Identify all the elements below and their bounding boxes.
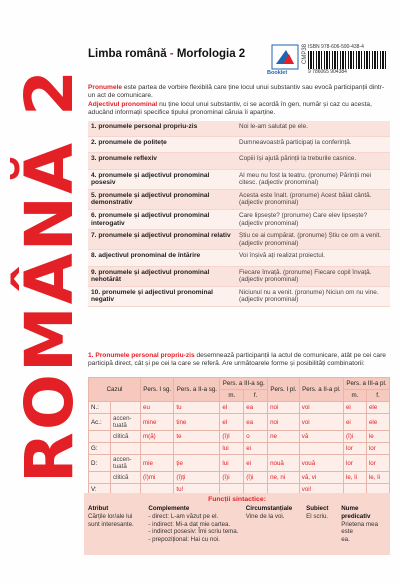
table-cell: voi! (299, 484, 343, 496)
case-subtype: accen-tuată (111, 414, 141, 431)
table-cell: tu! (174, 484, 220, 496)
type-label: 6. pronumele și adjectivul pronominal interogativ (91, 211, 210, 227)
type-example: Acesta este înalt. (pronume) Acest băiat cântă. (adjectiv pronominal) (239, 191, 372, 207)
type-row (88, 230, 390, 250)
table-cell: (î)l (220, 431, 244, 443)
column-header: Pers. I sg. (141, 378, 174, 402)
table-row (89, 402, 390, 414)
column-header: Pers. I pl. (268, 378, 300, 402)
pronoun-types-table (88, 121, 390, 307)
case-label (89, 472, 111, 484)
table-cell: lor (366, 443, 389, 455)
table-cell: voi (299, 402, 343, 414)
type-label: 1. pronumele personal propriu-zis (91, 123, 198, 130)
type-label: 9. pronumele și adjectivul pronominal nehotărât (91, 268, 210, 284)
declension-table (88, 377, 390, 496)
table-cell: lor (343, 443, 366, 455)
table-cell (268, 443, 300, 455)
table-header-row (89, 378, 390, 390)
function-example: - indirect: Mi-a dat mie cartea. (148, 520, 231, 528)
title-right: Morfologia 2 (176, 48, 246, 60)
gender-header: m. (220, 390, 244, 402)
type-label: 7. pronumele și adjectivul pronominal relativ (91, 232, 231, 240)
isbn-text: ISBN 978-606-590-438-4 (308, 44, 364, 50)
table-cell: noi (268, 414, 300, 431)
type-example: Copiii își ajută părinții la treburile casnice. (239, 155, 357, 163)
case-label: D: (89, 455, 111, 472)
gender-header: m. (343, 390, 366, 402)
type-example: Știu ce ai cumpărat. (pronume) Știu ce om a venit. (adjectiv pronominal) (239, 232, 382, 247)
function-example: - prepozițional: Hai cu noi. (148, 536, 220, 544)
table-cell: (î)i (343, 431, 366, 443)
function-example: El scriu. (306, 512, 329, 520)
case-subtype: clitică (111, 472, 141, 484)
function-example: Cărțile lor/ale lui (88, 512, 133, 520)
functions-columns (84, 503, 390, 546)
function-title: Circumstanțiale (245, 505, 293, 512)
functions-heading: Funcții sintactice: (208, 496, 266, 503)
type-example: Care lipsește? (pronume) Care elev lipsește? (adjectiv pronominal) (239, 211, 368, 227)
table-row (89, 414, 390, 431)
type-example: Dumneavoastră participați la conferință. (239, 139, 352, 147)
table-cell: mine (141, 414, 174, 431)
type-label: 10. pronumele și adjectivul pronominal negativ (91, 288, 214, 304)
table-cell (141, 443, 174, 455)
function-title: Nume predicativ (341, 505, 371, 520)
gender-header: f. (244, 390, 268, 402)
intro-def-pronoun: este partea de vorbire flexibilă care ține locul unui substantiv sau evocă participanții dintr-un act de comunicare. (88, 84, 385, 100)
column-header: Pers. a II-a pl. (299, 378, 343, 402)
function-example: ea. (341, 536, 350, 544)
type-row (88, 210, 390, 230)
syntactic-functions (84, 493, 390, 555)
function-column (341, 505, 386, 544)
table-cell: voi (299, 414, 343, 431)
function-title: Complemente (148, 505, 190, 512)
table-cell: ei (343, 414, 366, 431)
table-cell: ei (343, 402, 366, 414)
table-cell: ele (366, 414, 389, 431)
title-separator: - (166, 48, 177, 60)
case-label: N.: (89, 402, 111, 414)
table-cell: le, li (366, 472, 389, 484)
gender-header: f. (366, 390, 389, 402)
section-personal-pronoun (88, 352, 390, 368)
type-example: Al meu nu fost la teatru. (pronume) Părinții mei citesc. (adjectiv pronominal) (239, 171, 372, 187)
section-heading: 1. Pronumele personal propriu-zis (88, 352, 195, 359)
type-row (88, 170, 390, 190)
table-cell: ei (244, 443, 268, 455)
function-column (148, 505, 245, 544)
table-cell: ea (244, 414, 268, 431)
type-example: Voi înșivă ați realizat proiectul. (239, 252, 325, 260)
intro-term-adjective: Adjectivul pronominal (88, 100, 158, 108)
column-header: Cazul (89, 378, 141, 402)
function-column (306, 505, 341, 544)
table-cell: nouă (268, 455, 300, 472)
function-column (88, 505, 148, 544)
table-cell: ne (268, 431, 300, 443)
table-cell: vă, vi (299, 472, 343, 484)
type-row (88, 153, 390, 169)
type-row (88, 190, 390, 210)
type-label: 5. pronumele și adjectivul pronominal demonstrativ (91, 191, 210, 207)
table-cell: vă (299, 431, 343, 443)
column-header: Pers. a III-a sg. (220, 378, 268, 390)
table-cell: lor (366, 455, 389, 472)
table-row (89, 472, 390, 484)
type-example: Fiecare învață. (pronume) Fiecare copil învață. (adjectiv pronominal) (239, 268, 372, 284)
table-cell: o (244, 431, 268, 443)
table-cell: te (174, 431, 220, 443)
table-cell: tine (174, 414, 220, 431)
table-cell: ea (244, 402, 268, 414)
table-cell: (î)i (244, 472, 268, 484)
type-example: Noi le-am salutat pe ele. (239, 123, 308, 130)
table-cell: el (220, 414, 244, 431)
table-cell: (î)i (220, 472, 244, 484)
table-cell (174, 443, 220, 455)
table-cell: ele (366, 402, 389, 414)
section-text: desemnează participanții la actul de comunicare, atât pe cei care participă direct, cât și pe cei la care se referă. Are următoarele forme și posibilități combinatorii: (88, 352, 386, 368)
type-row (88, 267, 390, 287)
type-label: 3. pronumele reflexiv (91, 155, 157, 163)
column-header: Pers. a III-a pl. (343, 378, 389, 390)
booklet-logo-icon (271, 44, 299, 70)
table-body (89, 402, 390, 496)
logo-text: Booklet (267, 70, 288, 76)
table-cell: eu (141, 402, 174, 414)
intro-paragraph (88, 84, 388, 118)
table-cell (299, 443, 343, 455)
function-example: sunt interesante. (88, 520, 134, 528)
column-header: Pers. a II-a sg. (174, 378, 220, 402)
table-cell: vouă (299, 455, 343, 472)
function-example: Prietena mea este (341, 520, 379, 536)
type-label: 2. pronumele de politețe (91, 139, 167, 147)
function-example: - indirect posesiv: Îmi scriu tema. (148, 528, 239, 536)
table-row (89, 455, 390, 472)
case-subtype (111, 402, 141, 414)
table-row (89, 431, 390, 443)
type-row (88, 287, 390, 307)
case-subtype (111, 443, 141, 455)
type-row (88, 137, 390, 153)
table-cell: ție (174, 455, 220, 472)
case-subtype: accen-tuată (111, 455, 141, 472)
type-label: 8. adjectivul pronominal de întărire (91, 252, 201, 260)
function-example: Vine de la voi. (245, 512, 285, 520)
table-cell: lui (220, 443, 244, 455)
type-row (88, 121, 390, 137)
table-cell: le, li (343, 472, 366, 484)
table-cell: mie (141, 455, 174, 472)
vertical-title-text: ROMÂNĂ 2 (10, 67, 88, 483)
table-cell: lui (220, 455, 244, 472)
table-cell: ei (244, 455, 268, 472)
function-title: Subiect (306, 505, 329, 512)
case-label: Ac.: (89, 414, 111, 431)
table-row (89, 443, 390, 455)
table-cell: ne, ni (268, 472, 300, 484)
type-example: Niciunul nu a venit. (pronume) Niciun om nu vine. (adjectiv pronominal) (239, 288, 379, 304)
case-label: V: (89, 484, 111, 496)
header (86, 44, 386, 76)
type-label: 4. pronumele și adjectivul pronominal posesiv (91, 171, 210, 187)
table-cell: noi (268, 402, 300, 414)
table-cell: (î)mi (141, 472, 174, 484)
table-cell: el (220, 402, 244, 414)
page-title (88, 48, 245, 60)
case-label (89, 431, 111, 443)
barcode (308, 44, 388, 74)
table-cell: lor (343, 455, 366, 472)
intro-term-pronoun: Pronumele (88, 84, 123, 91)
table-cell: m(ă) (141, 431, 174, 443)
product-code: CMP38 (302, 43, 308, 64)
type-row (88, 250, 390, 266)
intro-def-adjective: nu ține locul unui substantiv, ci se acordă în gen, număr și caz cu acesta, aducând informații specifice tipului pronominal căruia îi aparține. (88, 100, 372, 117)
title-left: Limba română (88, 48, 167, 60)
barcode-bars-icon (308, 51, 388, 69)
table-cell: le (366, 431, 389, 443)
function-column (246, 505, 306, 544)
vertical-title (10, 40, 88, 510)
case-label: G: (89, 443, 111, 455)
function-title: Atribut (88, 505, 109, 512)
barcode-number: 9 786065 904384 (308, 69, 347, 75)
table-cell: tu (174, 402, 220, 414)
table-cell: (î)ți (174, 472, 220, 484)
case-subtype: clitică (111, 431, 141, 443)
function-example: - direct: L-am văzut pe el. (148, 512, 219, 520)
